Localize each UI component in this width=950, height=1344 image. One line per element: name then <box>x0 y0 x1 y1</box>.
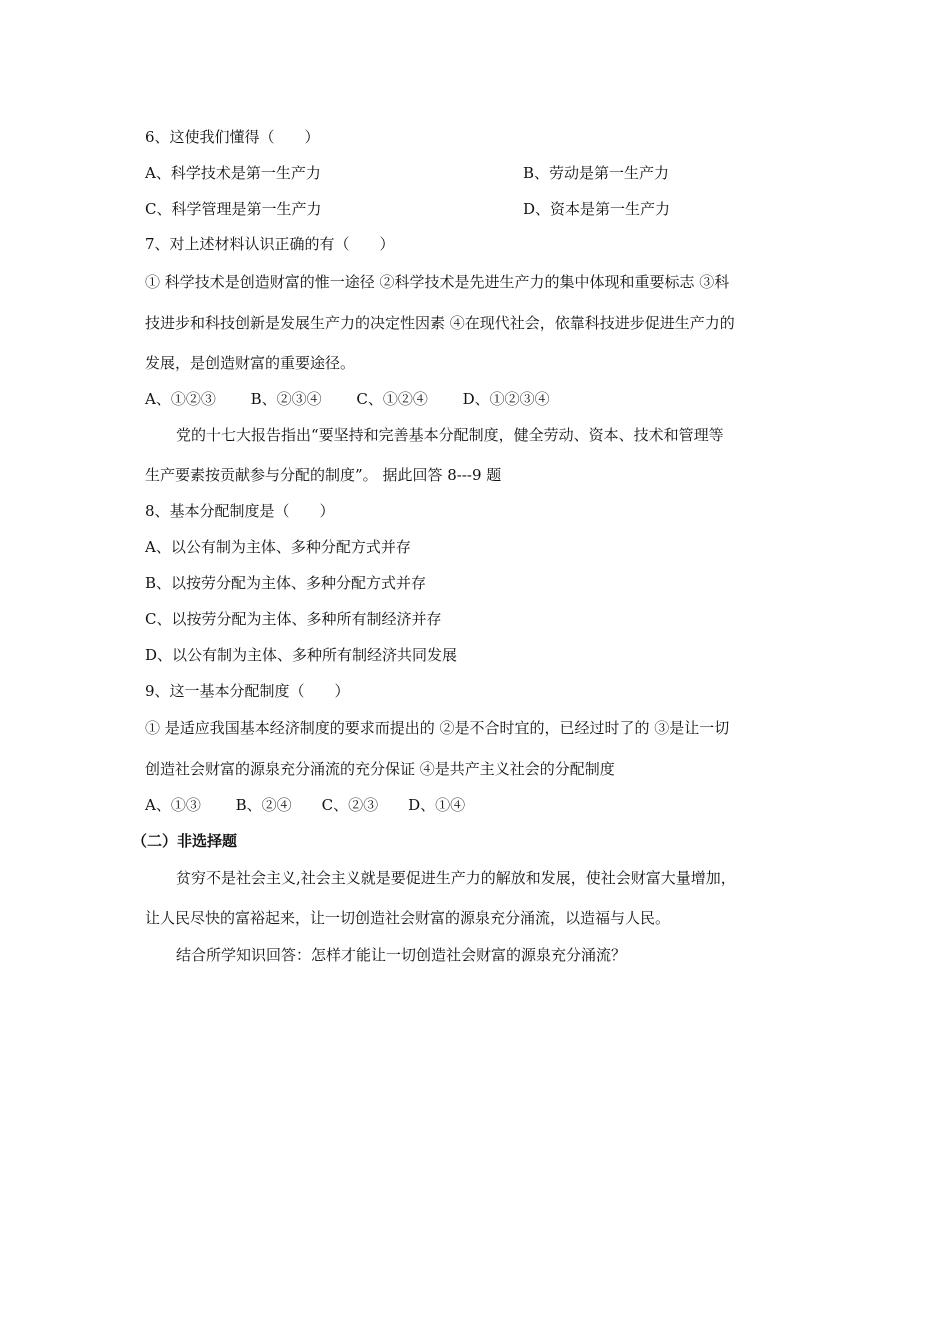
q6-option-a: A、科学技术是第一生产力 <box>145 164 321 182</box>
q9-options: A、①③ B、②④ C、②③ D、①④ <box>145 796 466 814</box>
q7-body-line1: ① 科学技术是创造财富的惟一途径 ②科学技术是先进生产力的集中体现和重要标志 ③科 <box>145 273 730 291</box>
q8-option-a: A、以公有制为主体、多种分配方式并存 <box>145 538 411 556</box>
material-line1: 党的十七大报告指出“要坚持和完善基本分配制度，健全劳动、资本、技术和管理等 <box>176 426 724 444</box>
q9-body-line2: 创造社会财富的源泉充分涌流的充分保证 ④是共产主义社会的分配制度 <box>145 760 615 778</box>
q7-body-line3: 发展，是创造财富的重要途径。 <box>145 354 356 372</box>
q6-option-b: B、劳动是第一生产力 <box>523 164 670 182</box>
q9-body-line1: ① 是适应我国基本经济制度的要求而提出的 ②是不合时宜的，已经过时了的 ③是让一切 <box>145 719 730 737</box>
q8-stem: 8、基本分配制度是（ ） <box>145 502 335 520</box>
q8-option-b: B、以按劳分配为主体、多种分配方式并存 <box>145 574 427 592</box>
q8-option-c: C、以按劳分配为主体、多种所有制经济并存 <box>145 610 442 628</box>
q6-options-row2 <box>145 199 671 219</box>
q6-stem: 6、这使我们懂得（ ） <box>145 128 320 146</box>
q6-options-row1 <box>145 163 670 183</box>
section2-heading: （二）非选择题 <box>132 832 238 850</box>
q7-stem: 7、对上述材料认识正确的有（ ） <box>145 235 395 253</box>
q7-options: A、①②③ B、②③④ C、①②④ D、①②③④ <box>145 390 550 408</box>
material-line2: 生产要素按贡献参与分配的制度”。 据此回答 8---9 题 <box>145 466 502 484</box>
section2-question: 结合所学知识回答：怎样才能让一切创造社会财富的源泉充分涌流？ <box>176 946 627 964</box>
q8-option-d: D、以公有制为主体、多种所有制经济共同发展 <box>145 646 458 664</box>
section2-para-line2: 让人民尽快的富裕起来，让一切创造社会财富的源泉充分涌流，以造福与人民。 <box>145 909 671 927</box>
q9-stem: 9、这一基本分配制度（ ） <box>145 682 350 700</box>
section2-para-line1: 贫穷不是社会主义,社会主义就是要促进生产力的解放和发展，使社会财富大量增加， <box>176 869 736 887</box>
q6-option-c: C、科学管理是第一生产力 <box>145 200 322 218</box>
q6-option-d: D、资本是第一生产力 <box>523 200 671 218</box>
q7-body-line2: 技进步和科技创新是发展生产力的决定性因素 ④在现代社会，依靠科技进步促进生产力的 <box>145 314 735 332</box>
